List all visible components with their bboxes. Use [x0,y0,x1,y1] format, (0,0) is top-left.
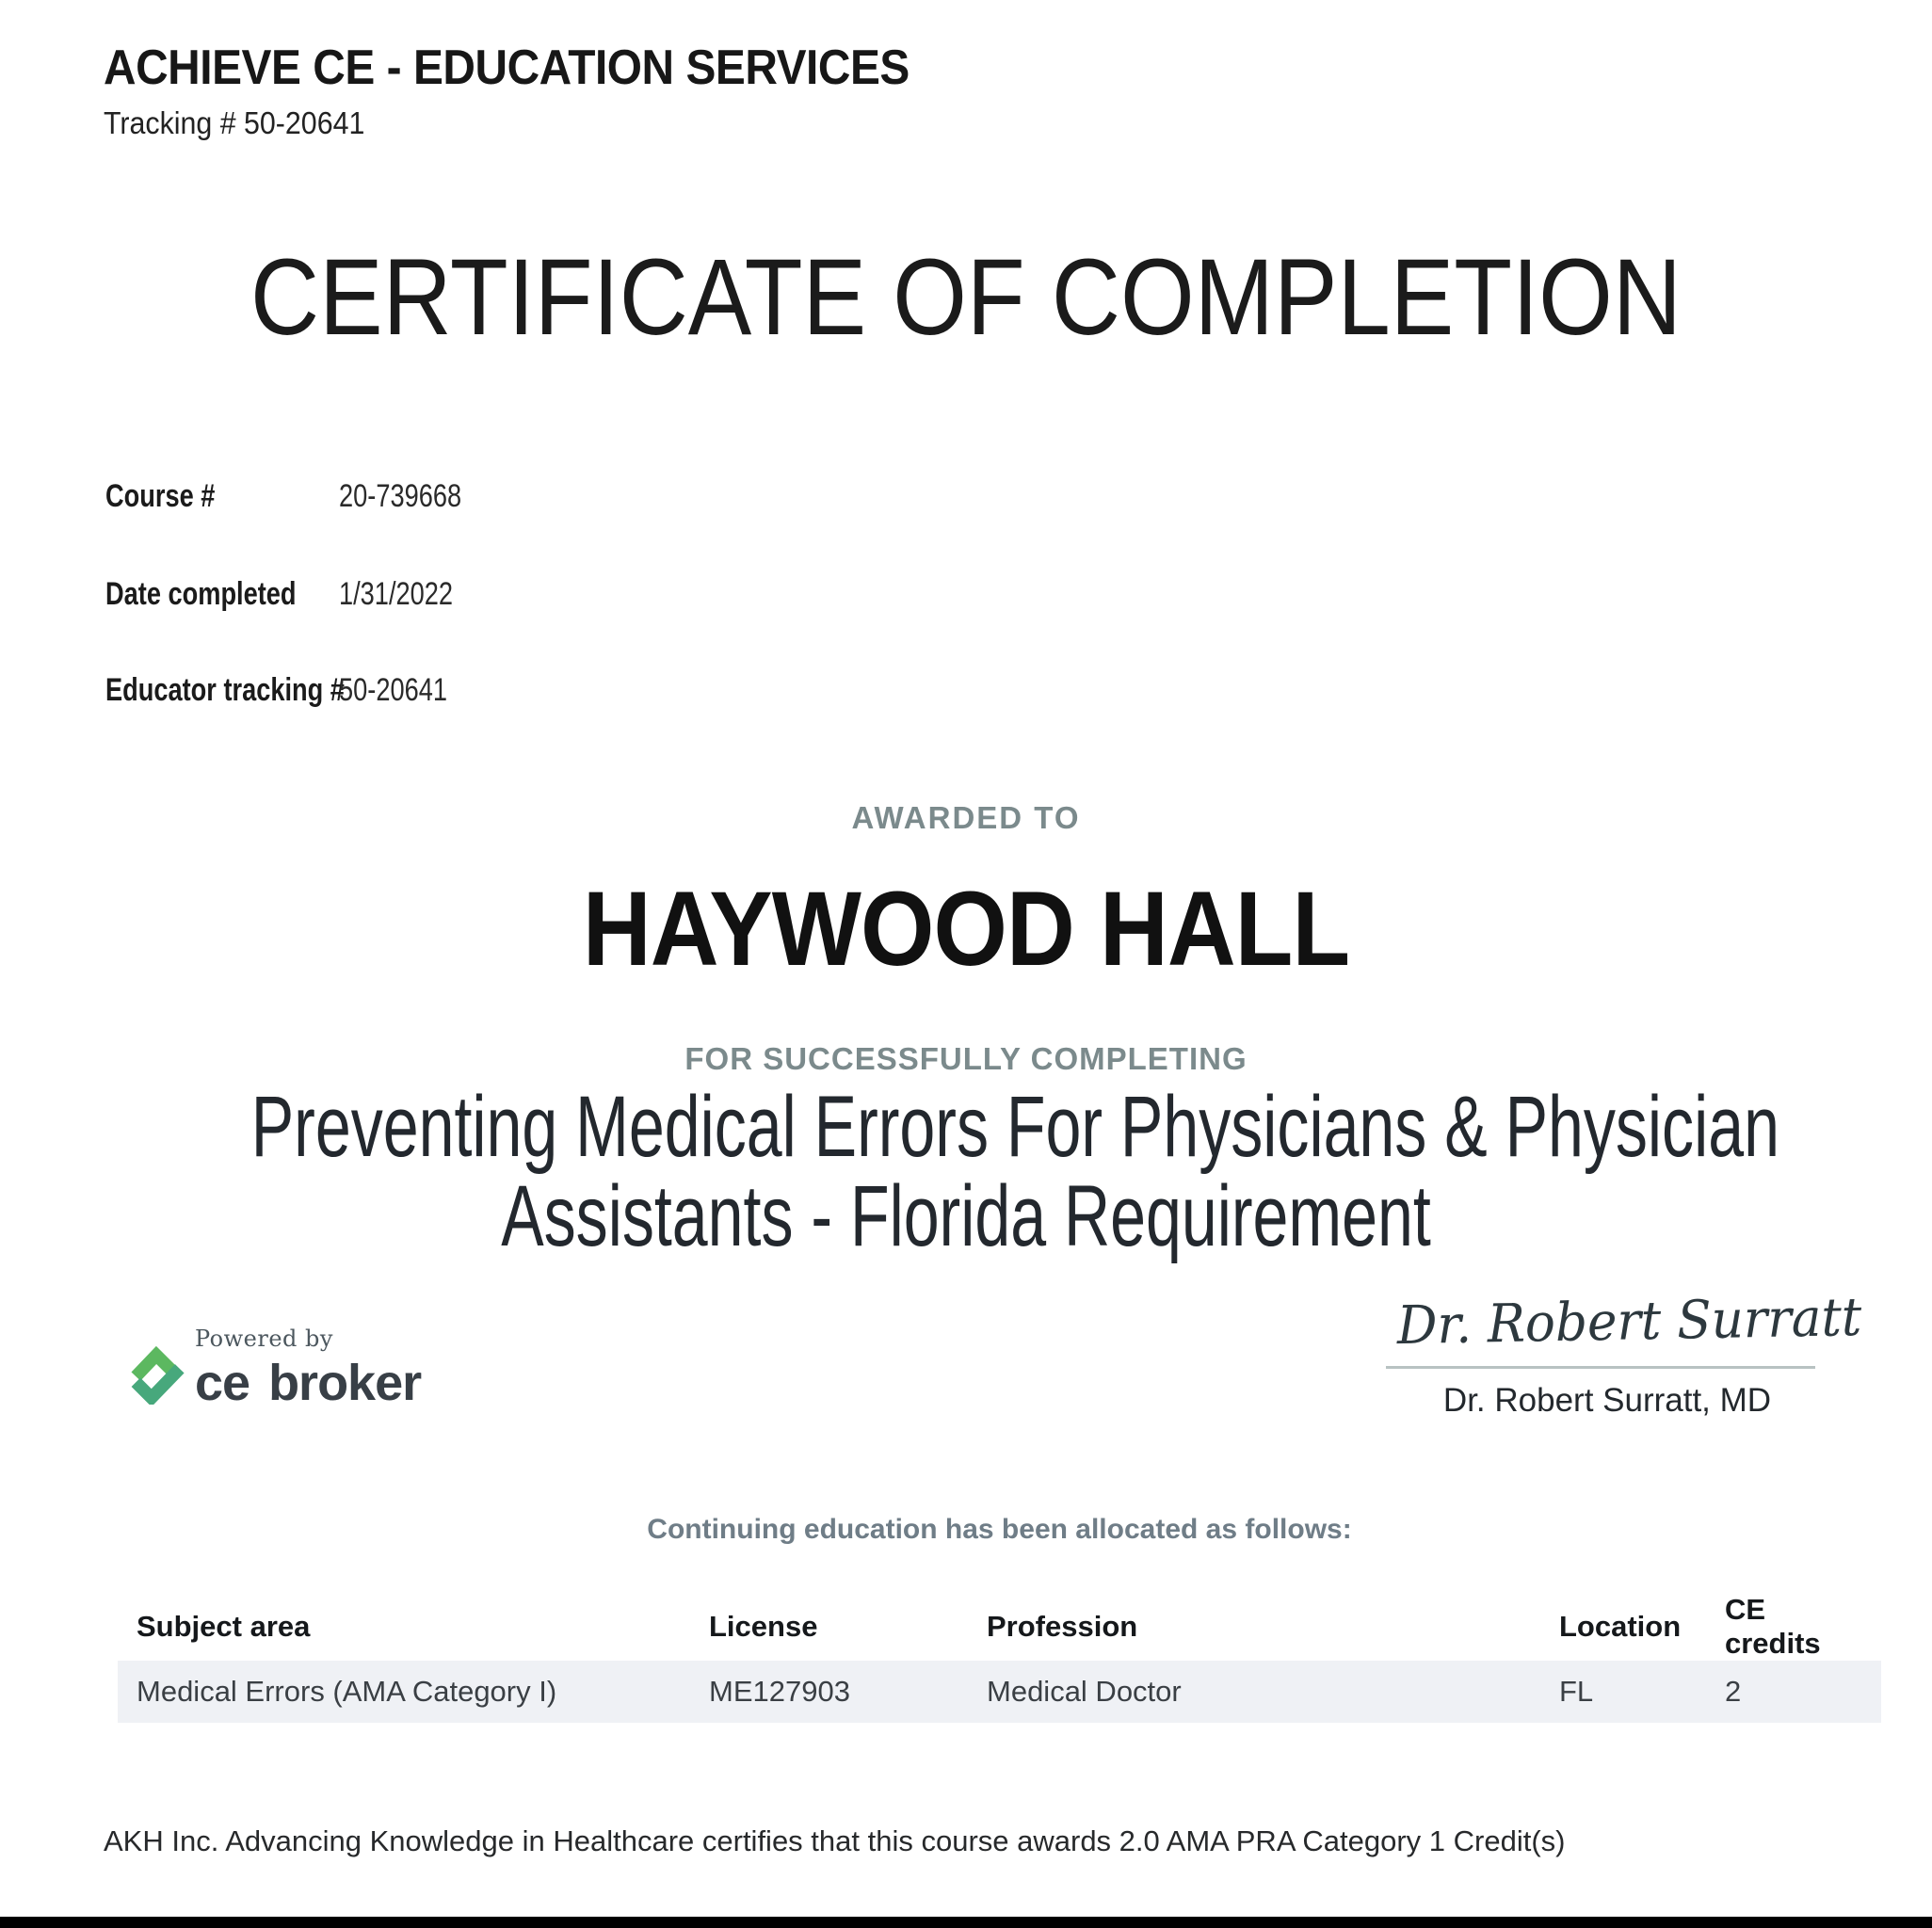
allocation-table-header [118,1593,1881,1660]
provider-name: ACHIEVE CE - EDUCATION SERVICES [104,40,910,95]
detail-row-educator-tracking [105,672,447,709]
tracking-number: Tracking # 50-20641 [104,105,365,140]
detail-label: Course # [105,478,216,514]
detail-row-course-number [105,478,461,515]
awarded-to-label: AWARDED TO [851,800,1081,835]
cebroker-wordmark: ce broker [195,1355,422,1411]
allocation-intro: Continuing education has been allocated as follows: [647,1514,1352,1545]
cebroker-logo-text [195,1326,421,1412]
detail-row-date-completed [105,576,453,613]
column-header-subject-area: Subject area [137,1610,311,1643]
allocation-table [118,1593,1881,1723]
accreditation-note: AKH Inc. Advancing Knowledge in Healthcare certifies that this course awards 2.0 AMA PRA Category 1 Credit(s) [104,1824,1566,1857]
course-title-line-1: Preventing Medical Errors For Physicians & Physician [250,1079,1779,1175]
detail-label: Date completed [105,576,297,612]
bottom-bar [0,1917,1932,1928]
course-title [0,1079,1932,1264]
column-header-ce-credits: CE credits [1725,1593,1821,1660]
powered-by-label: Powered by [195,1326,333,1352]
signatory-name: Dr. Robert Surratt, MD [1442,1382,1772,1419]
cell-license: ME127903 [709,1675,850,1708]
cebroker-check-icon [125,1342,187,1405]
column-header-location: Location [1559,1610,1682,1643]
table-row [118,1661,1881,1723]
column-header-license: License [709,1610,818,1643]
cell-profession: Medical Doctor [987,1675,1182,1708]
recipient-name: HAYWOOD HALL [582,870,1350,988]
signature-line [1386,1366,1815,1369]
course-title-line-2: Assistants - Florida Requirement [501,1168,1431,1264]
cell-location: FL [1559,1675,1594,1708]
cell-ce-credits: 2 [1725,1675,1742,1708]
signature-script: Dr. Robert Surratt [1396,1287,1862,1358]
column-header-profession: Profession [987,1610,1138,1643]
detail-value: 50-20641 [339,672,447,708]
completing-label: FOR SUCCESSFULLY COMPLETING [684,1041,1248,1076]
certificate-title: CERTIFICATE OF COMPLETION [250,237,1682,358]
cell-subject-area: Medical Errors (AMA Category I) [137,1675,557,1708]
detail-value: 20-739668 [339,478,462,514]
detail-label: Educator tracking # [105,672,345,708]
signature-block [1386,1287,1862,1420]
detail-value: 1/31/2022 [339,576,454,612]
